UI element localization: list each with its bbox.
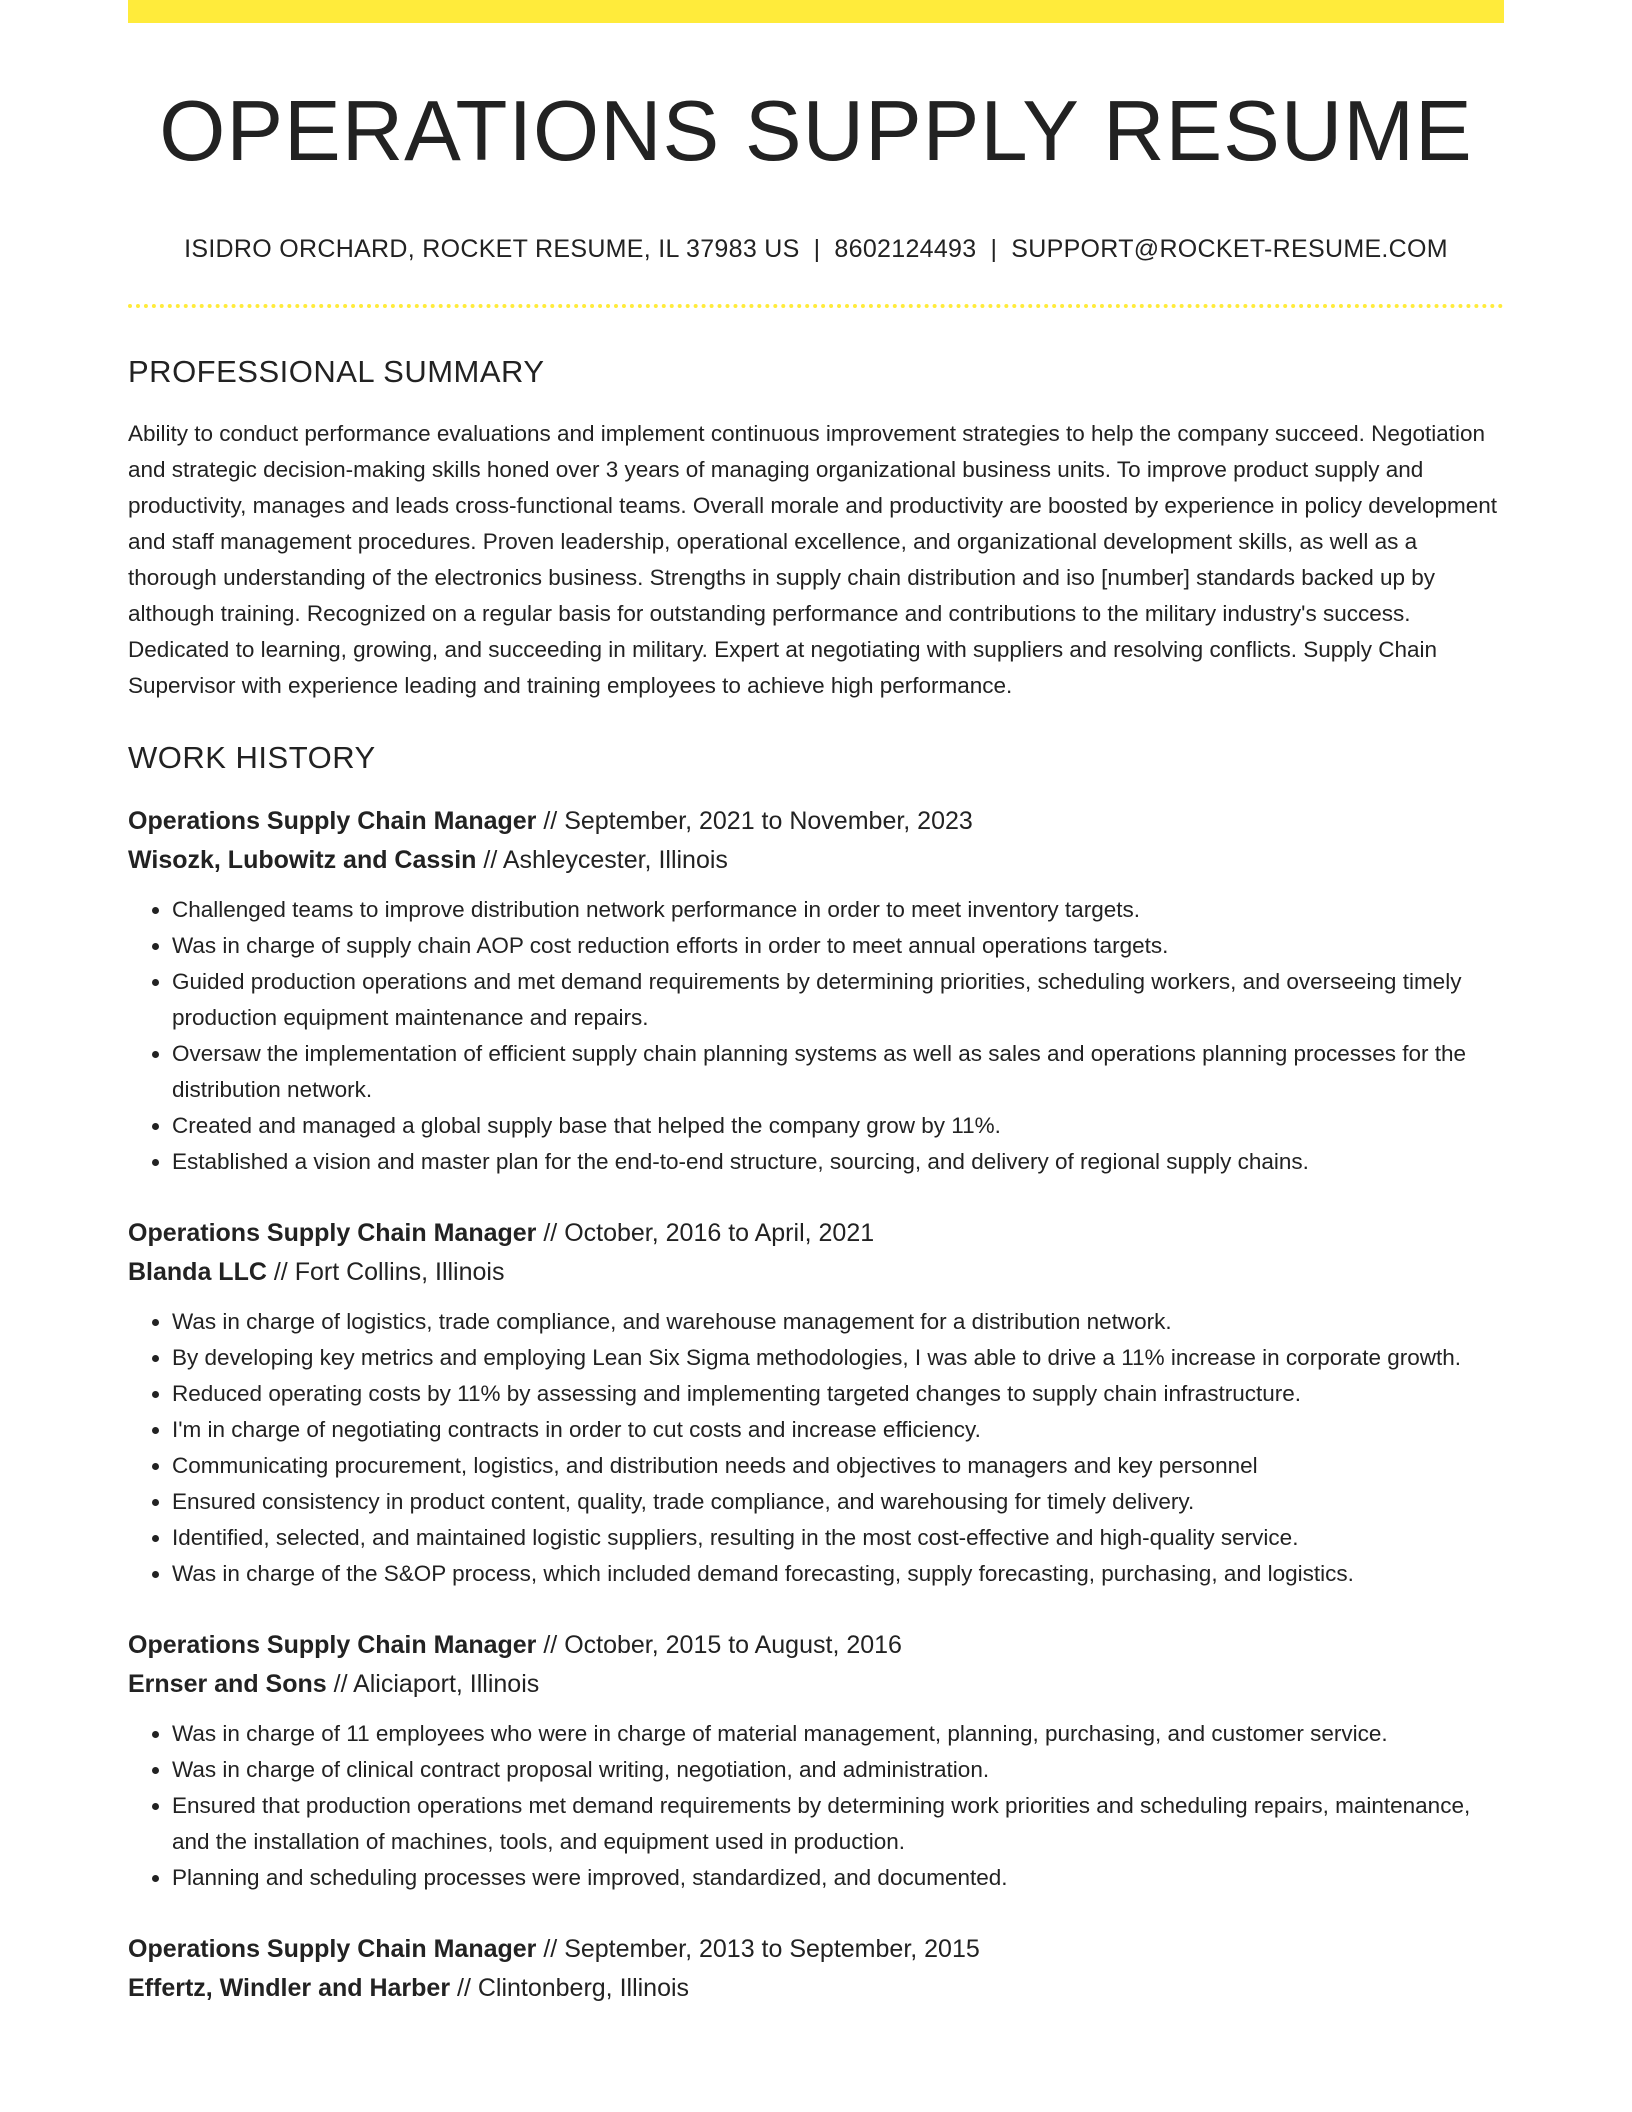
- job-title-line: [128, 1626, 1504, 1665]
- job-dates: // September, 2021 to November, 2023: [536, 806, 973, 835]
- job-bullet: • Ensured consistency in product content, quality, trade compliance, and warehousing for timely delivery.: [172, 1484, 1504, 1520]
- job-company: Ernser and Sons: [128, 1669, 327, 1698]
- job-bullet: • Created and managed a global supply base that helped the company grow by 11%.: [172, 1108, 1504, 1144]
- summary-text: Ability to conduct performance evaluations and implement continuous improvement strategies to help the company succeed. Negotiation and strategic decision-making skills honed over 3 years of managing organizational business units. To improve product supply and productivity, manages and leads cross-functional teams. Overall morale and productivity are boosted by experience in policy development and staff management procedures. Proven leadership, operational excellence, and organizational development skills, as well as a thorough understanding of the electronics business. Strengths in supply chain distribution and iso [number] standards backed up by although training. Recognized on a regular basis for outstanding performance and contributions to the military industry's success. Dedicated to learning, growing, and succeeding in military. Expert at negotiating with suppliers and resolving conflicts. Supply Chain Supervisor with experience leading and training employees to achieve high performance.: [128, 420, 1498, 698]
- job-title: Operations Supply Chain Manager: [128, 1630, 537, 1659]
- job-company-line: [128, 841, 1504, 880]
- job-bullet: • Planning and scheduling processes were improved, standardized, and documented.: [172, 1860, 1504, 1896]
- job-location: // Aliciaport, Illinois: [326, 1669, 540, 1698]
- job-bullet: • Was in charge of the S&OP process, which included demand forecasting, supply forecasting, purchasing, and logistics.: [172, 1556, 1504, 1592]
- job-title: Operations Supply Chain Manager: [128, 1218, 537, 1247]
- dotted-divider: [128, 304, 1504, 308]
- job-title-line: [128, 1930, 1504, 1969]
- job-bullet: • Guided production operations and met demand requirements by determining priorities, scheduling workers, and overseeing timely production equipment maintenance and repairs.: [172, 964, 1504, 1036]
- job-bullet: • Reduced operating costs by 11% by assessing and implementing targeted changes to supply chain infrastructure.: [172, 1376, 1504, 1412]
- job-location: // Clintonberg, Illinois: [450, 1973, 690, 2002]
- job-bullet: • By developing key metrics and employing Lean Six Sigma methodologies, I was able to drive a 11% increase in corporate growth.: [172, 1340, 1504, 1376]
- job-bullet: • Ensured that production operations met demand requirements by determining work priorities and scheduling repairs, maintenance, and the installation of machines, tools, and equipment used in production.: [172, 1788, 1504, 1860]
- job-entry: [128, 1930, 1504, 2008]
- job-bullets: [128, 1716, 1504, 1896]
- job-bullet: • Challenged teams to improve distribution network performance in order to meet inventory targets.: [172, 892, 1504, 928]
- job-location: // Ashleycester, Illinois: [476, 845, 728, 874]
- contact-phone: 8602124493: [834, 234, 977, 263]
- job-title: Operations Supply Chain Manager: [128, 1934, 537, 1963]
- job-bullet: • Identified, selected, and maintained logistic suppliers, resulting in the most cost-effective and high-quality service.: [172, 1520, 1504, 1556]
- job-company: Blanda LLC: [128, 1257, 267, 1286]
- job-bullet: • Oversaw the implementation of efficient supply chain planning systems as well as sales and operations planning processes for the distribution network.: [172, 1036, 1504, 1108]
- job-list: [128, 802, 1504, 2008]
- job-title-line: [128, 1214, 1504, 1253]
- job-title: Operations Supply Chain Manager: [128, 806, 537, 835]
- job-bullet: • Was in charge of logistics, trade compliance, and warehouse management for a distribution network.: [172, 1304, 1504, 1340]
- job-company: Wisozk, Lubowitz and Cassin: [128, 845, 477, 874]
- job-entry: [128, 1214, 1504, 1592]
- job-bullets: [128, 1304, 1504, 1592]
- contact-address: ISIDRO ORCHARD, ROCKET RESUME, IL 37983 US: [184, 234, 800, 263]
- job-bullet: • Was in charge of 11 employees who were in charge of material management, planning, purchasing, and customer service.: [172, 1716, 1504, 1752]
- job-bullet: • Was in charge of supply chain AOP cost reduction efforts in order to meet annual operations targets.: [172, 928, 1504, 964]
- job-entry: [128, 1626, 1504, 1896]
- job-bullets: [128, 892, 1504, 1180]
- job-dates: // October, 2016 to April, 2021: [536, 1218, 875, 1247]
- top-accent-bar: [128, 0, 1504, 23]
- job-company: Effertz, Windler and Harber: [128, 1973, 451, 2002]
- job-bullet: • Communicating procurement, logistics, and distribution needs and objectives to managers and key personnel: [172, 1448, 1504, 1484]
- resume-title: OPERATIONS SUPPLY RESUME: [159, 84, 1473, 179]
- job-dates: // October, 2015 to August, 2016: [536, 1630, 902, 1659]
- job-entry: [128, 802, 1504, 1180]
- job-company-line: [128, 1665, 1504, 1704]
- contact-email: SUPPORT@ROCKET-RESUME.COM: [1011, 234, 1448, 263]
- summary-heading: PROFESSIONAL SUMMARY: [128, 353, 545, 389]
- resume-page: [128, 0, 1504, 2008]
- job-title-line: [128, 802, 1504, 841]
- work-history-heading: WORK HISTORY: [128, 739, 376, 775]
- job-location: // Fort Collins, Illinois: [266, 1257, 505, 1286]
- contact-separator: |: [813, 234, 821, 263]
- job-bullet: • Was in charge of clinical contract proposal writing, negotiation, and administration.: [172, 1752, 1504, 1788]
- contact-line: [128, 235, 1504, 264]
- job-bullet: • I'm in charge of negotiating contracts in order to cut costs and increase efficiency.: [172, 1412, 1504, 1448]
- job-company-line: [128, 1969, 1504, 2008]
- job-dates: // September, 2013 to September, 2015: [536, 1934, 980, 1963]
- job-bullet: • Established a vision and master plan for the end-to-end structure, sourcing, and delivery of regional supply chains.: [172, 1144, 1504, 1180]
- contact-separator: |: [990, 234, 998, 263]
- job-company-line: [128, 1253, 1504, 1292]
